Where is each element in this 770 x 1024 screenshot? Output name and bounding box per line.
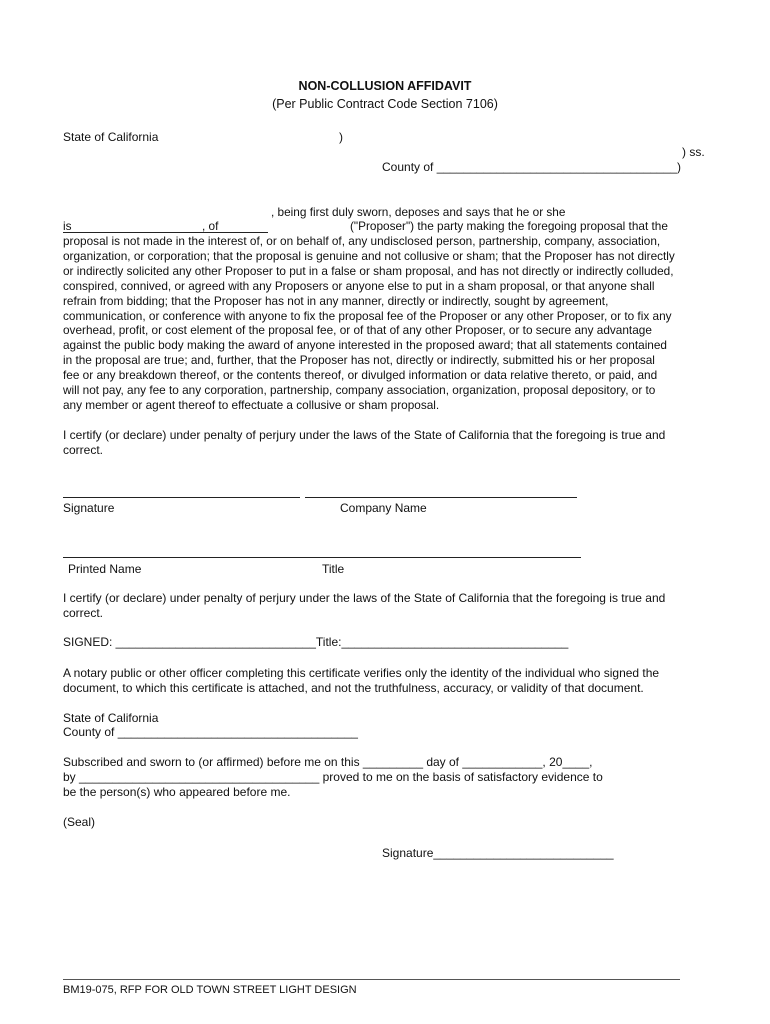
title-label: Title — [322, 562, 345, 576]
seal-label: (Seal) — [63, 815, 96, 829]
body-line: will not pay, any fee to any corporation, partnership, company association, organization, proposal depository, or to — [63, 383, 656, 398]
subscribed-line-3: be the person(s) who appeared before me. — [63, 785, 291, 799]
company-name-label: Company Name — [340, 501, 427, 515]
body-line: fee or any breakdown thereof, or the contents thereof, or divulged information or data relative thereto, or paid, and — [63, 368, 658, 383]
signature-label: Signature — [63, 501, 115, 515]
footer-divider — [63, 979, 680, 980]
notary-county[interactable]: County of ____________________________________ — [63, 725, 358, 739]
affidavit-body — [63, 234, 708, 413]
venue-ss: ) ss. — [682, 145, 705, 159]
body-line: refrain from bidding; that the Proposer has not in any manner, directly or indirectly, sought by agreement, — [63, 293, 609, 308]
document-subtitle: (Per Public Contract Code Section 7106) — [272, 97, 498, 111]
venue-state: State of California — [63, 130, 159, 144]
body-line: any member or agent thereof to effectuate a collusive or sham proposal. — [63, 397, 440, 412]
is-label: is — [63, 219, 72, 233]
venue-paren: ) — [339, 130, 343, 144]
subscribed-line-2[interactable]: by ____________________________________ proved to me on the basis of satisfactory evidence to — [63, 770, 603, 784]
affiant-name-field[interactable] — [63, 232, 268, 233]
body-line: communication, or conference with anyone to fix the proposal fee of the Proposer or any other Proposer, or to fix any — [63, 308, 672, 323]
printed-name-title-field[interactable] — [63, 557, 581, 558]
signed-title-line[interactable]: SIGNED: ______________________________Title:__________________________________ — [63, 635, 569, 649]
notary-disclaimer: A notary public or other officer completing this certificate verifies only the identity of the individual who signed the document, to which this certificate is attached, and not the truthfulness, accuracy, or validity of that document. — [63, 666, 660, 695]
signature-field[interactable] — [63, 497, 300, 498]
body-line: conspired, connived, or agreed with any Proposers or anyone else to put in a sham proposal, or that anyone shall — [63, 278, 655, 293]
subscribed-line-1[interactable]: Subscribed and sworn to (or affirmed) before me on this _________ day of ____________, 20____, — [63, 755, 593, 769]
body-line: overhead, profit, or cost element of the proposal fee, or of that of any other Proposer, or to secure any advantage — [63, 323, 652, 338]
body-line: in the proposal are true; and, further, that the Proposer has not, directly or indirectly, submitted his or her proposal — [63, 353, 655, 368]
notary-state: State of California — [63, 711, 159, 725]
company-name-field[interactable] — [305, 497, 577, 498]
body-line: against the public body making the award of anyone interested in the proposed award; that all statements contained — [63, 338, 667, 353]
of-label: , of — [202, 219, 219, 233]
document-title: NON-COLLUSION AFFIDAVIT — [298, 79, 472, 93]
footer-text: BM19-075, RFP FOR OLD TOWN STREET LIGHT DESIGN — [63, 984, 357, 996]
printed-name-label: Printed Name — [68, 562, 142, 576]
body-line: organization, or corporation; that the proposal is genuine and not collusive or sham; that the Proposer has not directly — [63, 248, 675, 263]
body-line: proposal is not made in the interest of, or on behalf of, any undisclosed person, partnership, company, association, — [63, 234, 661, 248]
body-line: or indirectly solicited any other Proposer to put in a false or sham proposal, and has not directly or indirectly colluded, — [63, 263, 674, 278]
notary-signature-line[interactable]: Signature___________________________ — [382, 846, 614, 860]
certification-1: I certify (or declare) under penalty of perjury under the laws of the State of California that the foregoing is true and correct. — [63, 428, 666, 457]
proposer-line: ("Proposer") the party making the foregoing proposal that the — [350, 219, 668, 233]
venue-county: County of ____________________________________) — [382, 160, 681, 174]
affiant-line: , being first duly sworn, deposes and says that he or she — [271, 205, 566, 219]
certification-2: I certify (or declare) under penalty of perjury under the laws of the State of California that the foregoing is true and correct. — [63, 591, 666, 620]
